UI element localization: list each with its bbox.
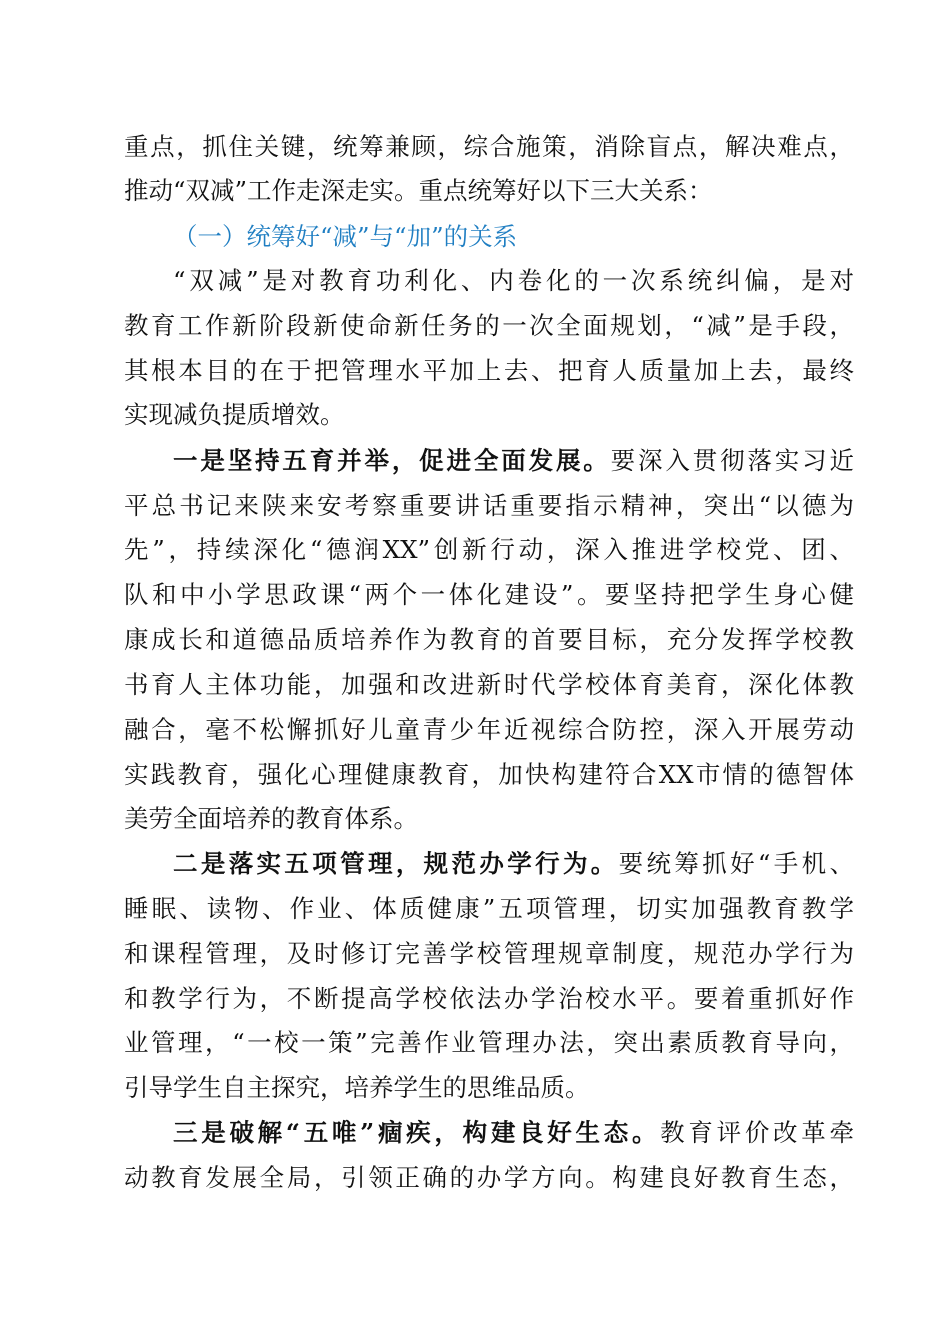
intro-line-2: 推动“双减”工作走深走实。重点统筹好以下三大关系： — [124, 176, 713, 205]
para2-line-3: 先”，持续深化“德润XX”创新行动，深入推进学校党、团、 — [124, 535, 854, 564]
para4-line-1 — [173, 1118, 854, 1148]
para2-line-1 — [173, 446, 854, 476]
para2-line-7: 融合，毫不松懈抓好儿童青少年近视综合防控，深入开展劳动 — [124, 715, 854, 744]
para2-line-1-text: 要深入贯彻落实习近 — [610, 446, 855, 475]
section-heading: （一）统筹好“减”与“加”的关系 — [173, 222, 518, 251]
para1-line-3: 其根本目的在于把管理水平加上去、把育人质量加上去，最终 — [124, 356, 854, 385]
para2-line-2: 平总书记来陕来安考察重要讲话重要指示精神，突出“以德为 — [124, 491, 854, 520]
para2-line-6: 书育人主体功能，加强和改进新时代学校体育美育，深化体教 — [124, 670, 854, 699]
para3-line-4: 和教学行为，不断提高学校依法办学治校水平。要着重抓好作 — [124, 984, 854, 1013]
para4-line-2: 动教育发展全局，引领正确的办学方向。构建良好教育生态， — [124, 1163, 854, 1192]
para3-line-6: 引导学生自主探究，培养学生的思维品质。 — [124, 1073, 590, 1102]
para3-line-1 — [173, 849, 854, 879]
para3-line-5: 业管理，“一校一策”完善作业管理办法，突出素质教育导向， — [124, 1028, 854, 1057]
para2-lead: 一是坚持五育并举，促进全面发展。 — [173, 446, 611, 475]
para3-line-3: 和课程管理，及时修订完善学校管理规章制度，规范办学行为 — [124, 939, 854, 968]
para2-line-5: 康成长和道德品质培养作为教育的首要目标，充分发挥学校教 — [124, 625, 854, 654]
para2-line-9: 美劳全面培养的教育体系。 — [124, 804, 418, 833]
para1-line-4: 实现减负提质增效。 — [124, 400, 345, 429]
para1-line-2: 教育工作新阶段新使命新任务的一次全面规划，“减”是手段， — [124, 311, 854, 340]
para1-line-1: “双减”是对教育功利化、内卷化的一次系统纠偏，是对 — [173, 266, 854, 295]
para3-line-2: 睡眠、读物、作业、体质健康”五项管理，切实加强教育教学 — [124, 894, 854, 923]
para2-line-4: 队和中小学思政课“两个一体化建设”。要坚持把学生身心健 — [124, 580, 854, 609]
para4-lead: 三是破解“五唯”痼疾，构建良好生态。 — [173, 1118, 661, 1147]
para3-line-1-text: 要统筹抓好“手机、 — [618, 849, 855, 878]
intro-line-1: 重点，抓住关键，统筹兼顾，综合施策，消除盲点，解决难点， — [124, 132, 854, 161]
para3-lead: 二是落实五项管理，规范办学行为。 — [173, 849, 619, 878]
para4-line-1-text: 教育评价改革牵 — [660, 1118, 854, 1147]
para2-line-8: 实践教育，强化心理健康教育，加快构建符合XX市情的德智体 — [124, 760, 854, 789]
